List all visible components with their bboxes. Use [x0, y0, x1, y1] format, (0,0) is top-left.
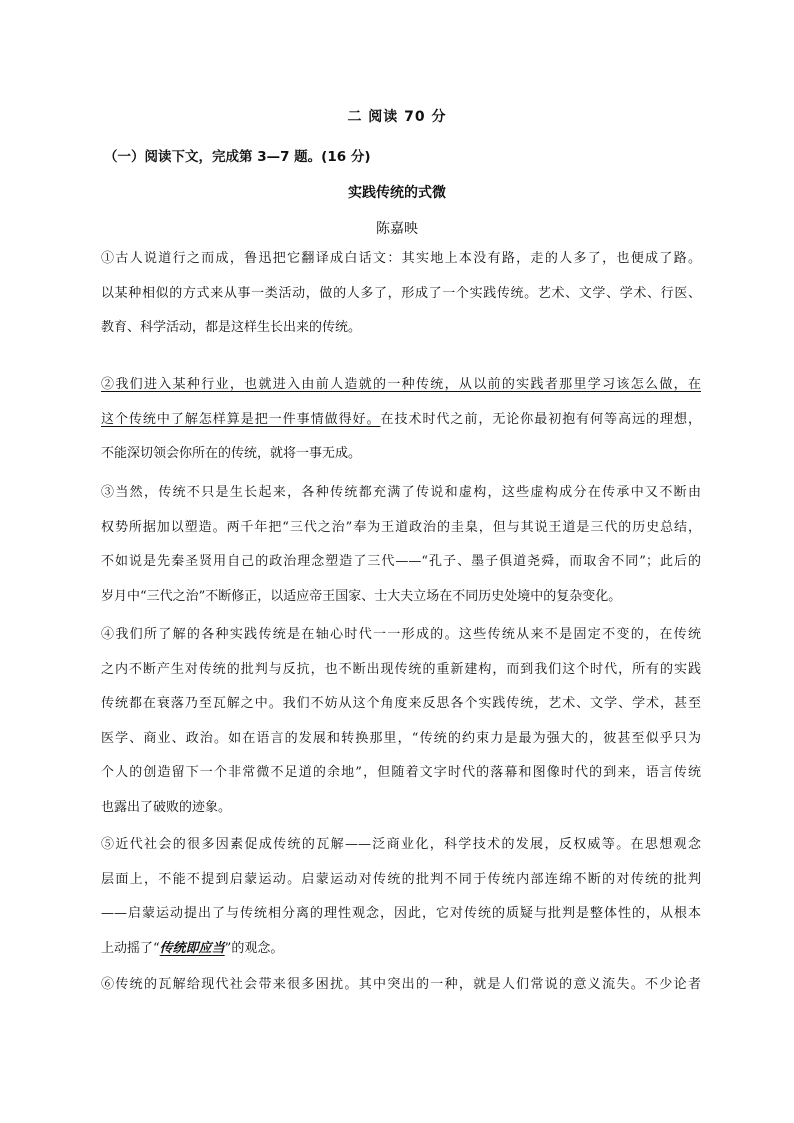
article-title: 实践传统的式微: [348, 185, 446, 201]
paragraph-line: 层面上，不能不提到启蒙运动。启蒙运动对传统的批判不同于传统内部连绵不断的对传统的批判: [101, 871, 701, 887]
paragraph-line: ①古人说道行之而成，鲁迅把它翻译成白话文：其实地上本没有路，走的人多了，也便成了路。: [101, 251, 701, 266]
paragraph-line: 教育、科学活动，都是这样生长出来的传统。: [101, 320, 362, 335]
paragraph-line: ④我们所了解的各种实践传统是在轴心时代一一形成的。这些传统从来不是固定不变的，在传统: [101, 627, 701, 642]
paragraph-line: [101, 368, 701, 403]
underlined-sentence: 这个传统中了解怎样算是把一件事情做得好。: [101, 411, 381, 427]
paragraph-5: [101, 828, 701, 966]
paragraph-line: 也露出了破败的迹象。: [101, 799, 232, 815]
paragraph-line: ⑤近代社会的很多因素促成传统的瓦解——泛商业化，科学技术的发展，反权威等。在思想观念: [101, 837, 701, 852]
paragraph-line: 个人的创造留下一个非常微不足道的余地”，但随着文字时代的落幕和图像时代的到来，语言传统: [101, 765, 701, 780]
paragraph-text: ”的观念。: [224, 940, 284, 956]
paragraph-line: 不如说是先秦圣贤用自己的政治理念塑造了三代——“孔子、墨子俱道尧舜，而取舍不同”；此后的: [101, 554, 701, 569]
paragraph-1: [101, 242, 701, 346]
paragraph-6: [101, 968, 701, 1003]
paragraph-3: [101, 476, 701, 614]
paragraph-line: ⑥传统的瓦解给现代社会带来很多困扰。其中突出的一种，就是人们常说的意义流失。不少论者: [101, 977, 701, 992]
paragraph-line: 医学、商业、政治。如在语言的发展和转换那里，“传统的约束力是最为强大的，彼甚至似乎只为: [101, 730, 701, 746]
paragraph-line: [101, 932, 701, 967]
paragraph-line: 岁月中“三代之治”不断修正，以适应帝王国家、士大夫立场在不同历史处境中的复杂变化。: [101, 588, 622, 604]
paragraph-line: ③当然，传统不只是生长起来，各种传统都充满了传说和虚构，这些虚构成分在传承中又不断由: [101, 485, 701, 500]
paragraph-text: 上动摇了“: [101, 940, 160, 956]
paragraph-text: 在技术时代之前，无论你最初抱有何等高远的理想，: [380, 411, 701, 427]
paragraph-line: 传统都在衰落乃至瓦解之中。我们不妨从这个角度来反思各个实践传统，艺术、文学、学术，甚至: [101, 696, 701, 711]
section-heading: 二 阅读 70 分: [347, 109, 447, 125]
paragraph-line: 权势所据加以塑造。两千年把“三代之治”奉为王道政治的圭臬，但与其说王道是三代的历史总结，: [101, 519, 701, 535]
emphasized-phrase: 传统即应当: [159, 940, 225, 956]
paragraph-2: [101, 368, 701, 472]
underlined-sentence: ②我们进入某种行业，也就进入由前人造就的一种传统，从以前的实践者那里学习该怎么做，在: [101, 377, 701, 392]
question-instruction: （一）阅读下文，完成第 3—7 题。(16 分): [104, 149, 371, 165]
paragraph-line: 以某种相似的方式来从事一类活动，做的人多了，形成了一个实践传统。艺术、文学、学术、行医、: [101, 285, 701, 301]
article-author: 陈嘉映: [376, 221, 418, 237]
paragraph-line: [101, 403, 701, 438]
paragraph-line: 不能深切领会你所在的传统，就将一事无成。: [101, 446, 362, 461]
paragraph-line: ——启蒙运动提出了与传统相分离的理性观念，因此，它对传统的质疑与批判是整体性的，从根本: [101, 906, 701, 921]
paragraph-4: [101, 618, 701, 825]
paragraph-line: 之内不断产生对传统的批判与反抗，也不断出现传统的重新建构，而到我们这个时代，所有的实践: [101, 661, 701, 677]
